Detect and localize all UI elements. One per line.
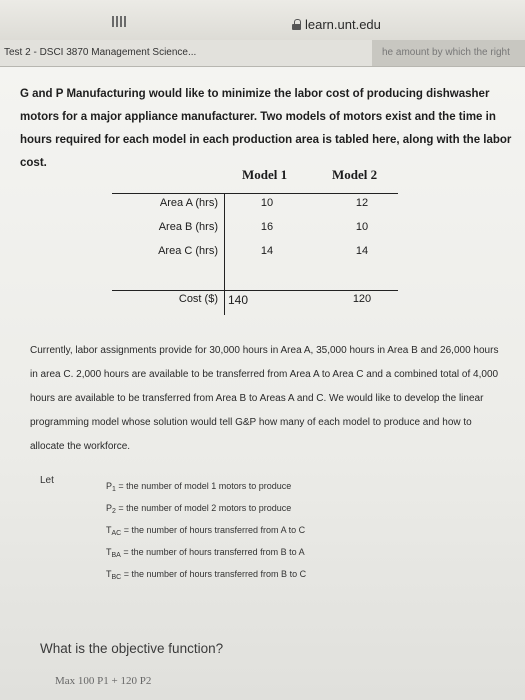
cell-model-1: 14 [260,245,274,257]
cell-model-2: 12 [355,197,369,209]
cell-model-2: 120 [352,293,372,305]
address-bar[interactable] [292,17,381,32]
definition-item: $T_{BC}$ = the number of hours transferred from B to C [106,569,307,581]
url-text: learn.unt.edu [305,17,381,32]
table-bottom-rule [112,290,398,291]
bookmarks-menu-icon[interactable] [112,16,126,27]
lock-icon [292,19,301,30]
tab-active[interactable]: Test 2 - DSCI 3870 Management Science... [0,40,372,66]
tab-strip [0,40,525,67]
definition-item: $P_1$ = the number of model 1 motors to produce [106,481,292,493]
row-label: Area A (hrs) [159,197,218,209]
browser-toolbar [0,0,525,40]
variable-definitions [106,475,306,585]
question-text: G and P Manufacturing would like to minimize the labor cost of producing dishwasher motors for a major appliance manufacturer. Two models of motors exist and the time in hours required for each model in each production area is tabled here, along with the labor cost. [20,88,512,169]
header-model-2: Model 2 [332,167,378,182]
table-row [112,221,398,245]
header-model-1: Model 1 [242,167,288,182]
table-row [112,197,398,221]
cell-model-1: 140 [228,293,249,307]
cell-model-2: 14 [355,245,369,257]
objective-question: What is the objective function? [40,641,224,656]
table-row-cost [112,293,398,317]
cell-model-2: 10 [355,221,369,233]
table-row [112,245,398,269]
partial-answer: Max 100 P1 + 120 P2 [55,675,152,687]
row-label: Cost ($) [178,293,218,305]
cell-model-1: 10 [260,197,274,209]
cell-model-1: 16 [260,221,274,233]
row-label: Area C (hrs) [158,245,218,257]
tab-inactive[interactable]: he amount by which the right [372,40,525,66]
problem-paragraph: Currently, labor assignments provide for 30,000 hours in Area A, 35,000 hours in Area B and 26,000 hours in area C. 2,000 hours are available to be transferred from Area A to Area C and a combined total of 4,000 hours are available to be transferred from Area B to Areas A and C. We would like to develop the linear programming model whose solution would tell G&P how many of each model to produce and how to allocate the workforce. [30,345,499,452]
row-label: Area B (hrs) [158,221,218,233]
definition-item: $T_{BA}$ = the number of hours transferred from B to A [106,547,305,559]
let-label: Let [40,475,54,486]
definition-item: $T_{AC}$ = the number of hours transferred from A to C [106,525,306,537]
definition-item: $P_2$ = the number of model 2 motors to produce [106,503,292,515]
page-content [0,67,525,700]
table-top-rule [112,193,398,194]
